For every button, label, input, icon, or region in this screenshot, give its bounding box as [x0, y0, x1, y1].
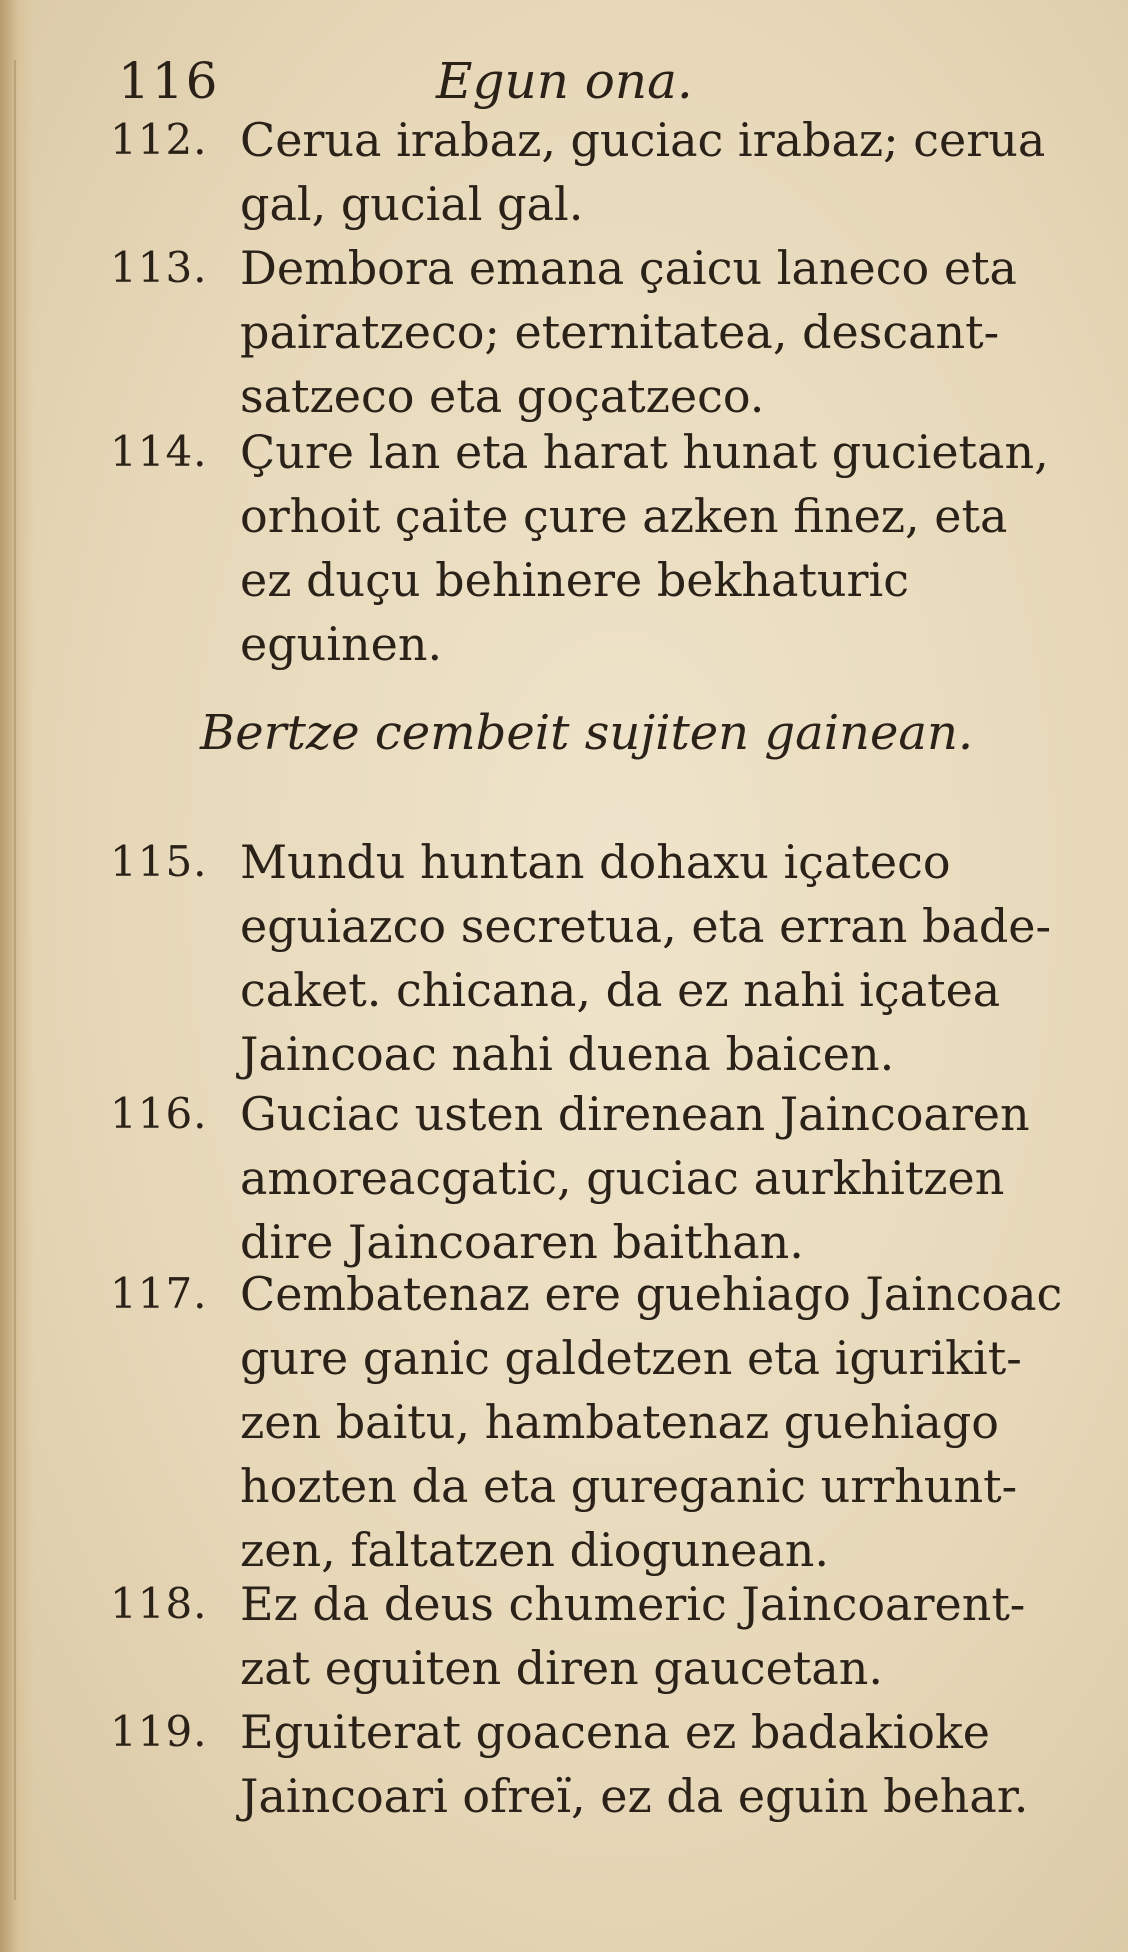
paragraph-number: 117. [110, 1269, 208, 1318]
text-line: caket. chicana, da ez nahi içatea [240, 963, 1001, 1017]
text-line: Mundu huntan dohaxu içateco [240, 835, 951, 889]
text-line: Çure lan eta harat hunat gucietan, [240, 425, 1049, 479]
paragraph-number: 116. [110, 1089, 208, 1138]
paragraph-text [240, 1572, 1070, 1700]
paragraph-number: 112. [110, 115, 208, 164]
text-line: Ez da deus chumeric Jaincoarent- [240, 1577, 1026, 1631]
paragraph-text [240, 108, 1070, 236]
text-line: Eguiterat goacena ez badakioke [240, 1705, 991, 1759]
paragraph-text [240, 830, 1070, 1086]
paragraph-number: 119. [110, 1707, 208, 1756]
text-line: Jaincoac nahi duena baicen. [240, 1027, 895, 1081]
text-line: eguiazco secretua, eta erran bade- [240, 899, 1052, 953]
paragraph-number: 113. [110, 243, 208, 292]
text-line: Jaincoari ofreï, ez da eguin behar. [240, 1769, 1029, 1823]
text-line: Cerua irabaz, guciac irabaz; cerua [240, 113, 1046, 167]
text-line: pairatzeco; eternitatea, descant- [240, 305, 1000, 359]
paragraph-number: 118. [110, 1579, 208, 1628]
paragraph-text [240, 236, 1070, 428]
text-line: Dembora emana çaicu laneco eta [240, 241, 1017, 295]
text-line: Guciac usten direnean Jaincoaren [240, 1087, 1030, 1141]
text-line: zen, faltatzen diogunean. [240, 1523, 830, 1577]
paragraph-number: 114. [110, 427, 208, 476]
paragraph-text [240, 420, 1070, 676]
text-line: dire Jaincoaren baithan. [240, 1215, 804, 1269]
paragraph-text [240, 1262, 1070, 1582]
text-line: gal, gucial gal. [240, 177, 584, 231]
text-line: satzeco eta goçatzeco. [240, 369, 765, 423]
text-line: eguinen. [240, 617, 443, 671]
text-line: hozten da eta gureganic urrhunt- [240, 1459, 1018, 1513]
text-line: Cembatenaz ere guehiago Jaincoac [240, 1267, 1063, 1321]
running-title: Egun ona. [436, 52, 693, 110]
text-line: amoreacgatic, guciac aurkhitzen [240, 1151, 1005, 1205]
text-line: gure ganic galdetzen eta igurikit- [240, 1331, 1022, 1385]
page-gutter-shadow [0, 0, 34, 1952]
page-number: 116 [118, 52, 220, 110]
text-line: orhoit çaite çure azken finez, eta [240, 489, 1008, 543]
text-line: ez duçu behinere bekhaturic [240, 553, 910, 607]
text-line: zat eguiten diren gaucetan. [240, 1641, 883, 1695]
paragraph-text [240, 1700, 1070, 1828]
paragraph-number: 115. [110, 837, 208, 886]
binding-edge [14, 60, 16, 1900]
text-line: zen baitu, hambatenaz guehiago [240, 1395, 999, 1449]
paragraph-text [240, 1082, 1070, 1274]
section-heading: Bertze cembeit sujiten gainean. [200, 705, 974, 761]
